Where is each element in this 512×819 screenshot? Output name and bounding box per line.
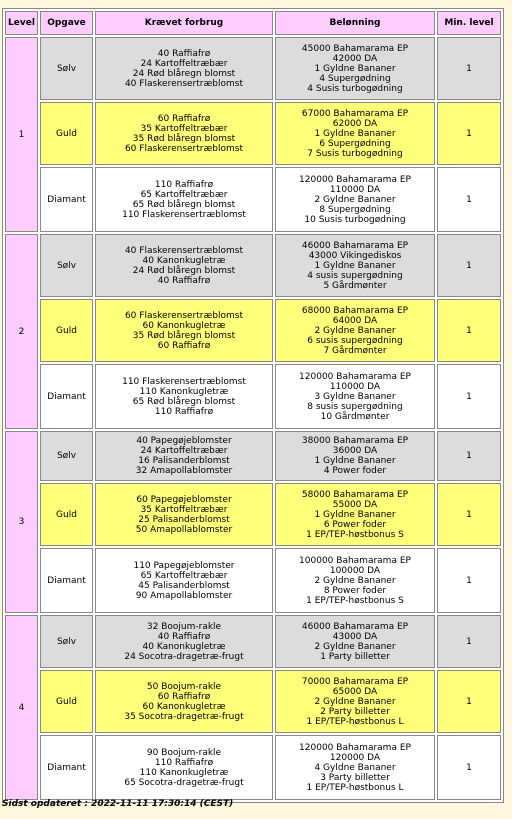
task-cell: Sølv	[40, 431, 93, 481]
reward-item: 110000 DA	[329, 381, 381, 392]
required-cell	[95, 234, 273, 297]
required-item: 60 Kanonkugletræ	[142, 320, 226, 331]
table-row	[5, 670, 501, 733]
required-item: 40 Kanonkugletræ	[142, 641, 226, 652]
min-level-cell: 1	[437, 548, 501, 613]
reward-item: 1 EP/TEP-høstbonus S	[306, 529, 404, 540]
reward-item: 8 Power foder	[323, 585, 387, 596]
header-task: Opgave	[40, 11, 93, 35]
table-row	[5, 615, 501, 668]
min-level-cell: 1	[437, 735, 501, 800]
reward-item: 110000 DA	[329, 184, 381, 195]
task-cell: Sølv	[40, 234, 93, 297]
min-level-cell: 1	[437, 167, 501, 232]
required-cell	[95, 102, 273, 165]
required-item: 60 Flaskerensertræblomst	[124, 310, 244, 321]
required-item: 40 Raffiafrø	[157, 275, 211, 286]
required-item: 40 Kanonkugletræ	[142, 255, 226, 266]
required-cell	[95, 735, 273, 800]
reward-item: 4 Susis turbogødning	[307, 83, 403, 94]
required-item: 24 Socotra-dragetræ-frugt	[124, 651, 244, 662]
reward-item: 62000 DA	[332, 118, 378, 129]
required-item: 60 Raffiafrø	[157, 691, 211, 702]
required-item: 35 Rød blåregn blomst	[132, 330, 236, 341]
task-cell: Diamant	[40, 548, 93, 613]
reward-item: 38000 Bahamarama EP	[301, 436, 409, 446]
reward-item: 2 Gyldne Bananer	[314, 575, 396, 586]
task-cell: Guld	[40, 670, 93, 733]
min-level-cell: 1	[437, 615, 501, 668]
required-item: 40 Papegøjeblomster	[136, 436, 232, 446]
task-cell: Guld	[40, 299, 93, 362]
reward-item: 68000 Bahamarama EP	[301, 305, 409, 316]
reward-item: 7 Susis turbogødning	[307, 148, 403, 159]
reward-item: 8 Supergødning	[319, 204, 391, 215]
reward-item: 65000 DA	[332, 686, 378, 697]
header-row	[5, 11, 501, 35]
required-cell	[95, 364, 273, 429]
required-item: 25 Palisanderblomst	[138, 514, 230, 525]
required-item: 60 Kanonkugletræ	[142, 701, 226, 712]
reward-item: 4 Power foder	[323, 466, 387, 476]
task-cell: Guld	[40, 102, 93, 165]
reward-item: 4 susis supergødning	[307, 270, 403, 281]
min-level-cell: 1	[437, 483, 501, 546]
required-item: 32 Boojum-rakle	[146, 621, 222, 632]
reward-item: 45000 Bahamarama EP	[301, 43, 409, 54]
reward-item: 5 Gårdmønter	[323, 280, 387, 291]
reward-item: 42000 DA	[332, 53, 378, 64]
required-item: 110 Flaskerensertræblomst	[122, 376, 246, 387]
required-item: 60 Raffiafrø	[157, 113, 211, 124]
required-cell	[95, 548, 273, 613]
reward-item: 70000 Bahamarama EP	[301, 676, 409, 687]
reward-item: 7 Gårdmønter	[323, 345, 387, 356]
reward-item: 3 Party billetter	[320, 772, 390, 783]
reward-item: 4 Supergødning	[319, 73, 391, 84]
reward-item: 10 Gårdmønter	[320, 411, 390, 422]
reward-item: 2 Gyldne Bananer	[314, 696, 396, 707]
reward-item: 10 Susis turbogødning	[304, 214, 406, 225]
required-item: 110 Raffiafrø	[154, 179, 214, 190]
required-item: 65 Kartoffeltræbær	[140, 189, 228, 200]
required-item: 35 Kartoffeltræbær	[140, 123, 228, 134]
required-item: 35 Kartoffeltræbær	[140, 504, 228, 515]
min-level-cell: 1	[437, 37, 501, 100]
required-item: 50 Amapollablomster	[135, 524, 233, 535]
required-item: 40 Raffiafrø	[157, 631, 211, 642]
required-item: 50 Boojum-rakle	[146, 681, 222, 692]
min-level-cell: 1	[437, 102, 501, 165]
reward-item: 43000 Vikingediskos	[308, 250, 402, 261]
reward-item: 120000 Bahamarama EP	[299, 174, 411, 185]
reward-item: 46000 Bahamarama EP	[301, 240, 409, 251]
required-item: 24 Kartoffeltræbær	[140, 446, 228, 456]
required-item: 65 Rød blåregn blomst	[132, 396, 236, 407]
level-cell: 4	[5, 615, 38, 800]
required-item: 110 Flaskerensertræblomst	[122, 209, 246, 220]
reward-item: 2 Party billetter	[320, 706, 390, 717]
table-row	[5, 548, 501, 613]
required-item: 24 Rød blåregn blomst	[132, 265, 236, 276]
required-item: 60 Raffiafrø	[157, 340, 211, 351]
min-level-cell: 1	[437, 670, 501, 733]
reward-item: 1 EP/TEP-høstbonus L	[306, 782, 404, 793]
reward-item: 4 Gyldne Bananer	[314, 762, 396, 773]
table-row	[5, 299, 501, 362]
table-row	[5, 431, 501, 481]
task-cell: Sølv	[40, 615, 93, 668]
required-item: 65 Socotra-dragetræ-frugt	[124, 777, 244, 788]
header-required: Krævet forbrug	[95, 11, 273, 35]
reward-item: 1 Gyldne Bananer	[314, 456, 396, 466]
reward-item: 1 Party billetter	[320, 651, 390, 662]
reward-item: 1 Gyldne Bananer	[314, 63, 396, 74]
required-item: 60 Papegøjeblomster	[136, 494, 232, 505]
required-item: 110 Kanonkugletræ	[139, 767, 229, 778]
reward-item: 6 Supergødning	[319, 138, 391, 149]
required-item: 40 Flaskerensertræblomst	[124, 78, 244, 89]
reward-item: 1 Gyldne Bananer	[314, 128, 396, 139]
reward-cell	[275, 670, 435, 733]
reward-item: 2 Gyldne Bananer	[314, 325, 396, 336]
last-updated: Sidst opdateret : 2022-11-11 17:30:14 (CEST)	[2, 799, 234, 809]
reward-item: 8 susis supergødning	[307, 401, 403, 412]
required-item: 40 Flaskerensertræblomst	[124, 245, 244, 256]
reward-item: 100000 Bahamarama EP	[299, 555, 411, 566]
min-level-cell: 1	[437, 364, 501, 429]
required-item: 65 Rød blåregn blomst	[132, 199, 236, 210]
reward-item: 1 EP/TEP-høstbonus L	[306, 716, 404, 727]
required-item: 35 Socotra-dragetræ-frugt	[124, 711, 244, 722]
reward-cell	[275, 37, 435, 100]
required-cell	[95, 615, 273, 668]
reward-item: 6 susis supergødning	[307, 335, 403, 346]
required-item: 16 Palisanderblomst	[138, 456, 230, 466]
table-row	[5, 167, 501, 232]
reward-item: 58000 Bahamarama EP	[301, 489, 409, 500]
required-cell	[95, 167, 273, 232]
reward-cell	[275, 735, 435, 800]
header-reward: Belønning	[275, 11, 435, 35]
required-item: 90 Boojum-rakle	[146, 747, 222, 758]
reward-item: 120000 DA	[329, 752, 381, 763]
reward-cell	[275, 483, 435, 546]
task-cell: Diamant	[40, 167, 93, 232]
required-item: 35 Rød blåregn blomst	[132, 133, 236, 144]
reward-item: 6 Power foder	[323, 519, 387, 530]
reward-item: 43000 DA	[332, 631, 378, 642]
min-level-cell: 1	[437, 299, 501, 362]
reward-item: 120000 Bahamarama EP	[299, 742, 411, 753]
min-level-cell: 1	[437, 431, 501, 481]
required-item: 110 Kanonkugletræ	[139, 386, 229, 397]
task-cell: Diamant	[40, 364, 93, 429]
task-cell: Diamant	[40, 735, 93, 800]
reward-item: 64000 DA	[332, 315, 378, 326]
required-item: 24 Rød blåregn blomst	[132, 68, 236, 79]
required-item: 110 Raffiafrø	[154, 406, 214, 417]
reward-cell	[275, 299, 435, 362]
required-item: 40 Raffiafrø	[157, 48, 211, 59]
required-item: 45 Palisanderblomst	[138, 580, 230, 591]
required-cell	[95, 483, 273, 546]
table-row	[5, 234, 501, 297]
reward-cell	[275, 548, 435, 613]
reward-item: 55000 DA	[332, 499, 378, 510]
task-cell: Guld	[40, 483, 93, 546]
level-cell: 2	[5, 234, 38, 429]
reward-cell	[275, 102, 435, 165]
required-item: 24 Kartoffeltræbær	[140, 58, 228, 69]
reward-item: 1 Gyldne Bananer	[314, 509, 396, 520]
reward-item: 46000 Bahamarama EP	[301, 621, 409, 632]
table-row	[5, 102, 501, 165]
required-cell	[95, 299, 273, 362]
table-body	[5, 37, 501, 800]
reward-item: 100000 DA	[329, 565, 381, 576]
header-level: Level	[5, 11, 38, 35]
required-item: 60 Flaskerensertræblomst	[124, 143, 244, 154]
rewards-table	[2, 8, 504, 803]
reward-item: 67000 Bahamarama EP	[301, 108, 409, 119]
reward-cell	[275, 431, 435, 481]
level-cell: 3	[5, 431, 38, 613]
required-item: 110 Papegøjeblomster	[133, 560, 235, 571]
reward-item: 3 Gyldne Bananer	[314, 391, 396, 402]
reward-item: 2 Gyldne Bananer	[314, 194, 396, 205]
reward-item: 120000 Bahamarama EP	[299, 371, 411, 382]
required-item: 65 Kartoffeltræbær	[140, 570, 228, 581]
reward-item: 2 Gyldne Bananer	[314, 641, 396, 652]
level-cell: 1	[5, 37, 38, 232]
required-cell	[95, 431, 273, 481]
table-row	[5, 735, 501, 800]
table-row	[5, 37, 501, 100]
header-min-level: Min. level	[437, 11, 501, 35]
reward-cell	[275, 615, 435, 668]
required-cell	[95, 670, 273, 733]
required-item: 110 Raffiafrø	[154, 757, 214, 768]
reward-cell	[275, 364, 435, 429]
table-row	[5, 364, 501, 429]
required-item: 32 Amapollablomster	[135, 466, 233, 476]
reward-item: 36000 DA	[332, 446, 378, 456]
required-cell	[95, 37, 273, 100]
reward-item: 1 Gyldne Bananer	[314, 260, 396, 271]
task-cell: Sølv	[40, 37, 93, 100]
min-level-cell: 1	[437, 234, 501, 297]
table-row	[5, 483, 501, 546]
reward-cell	[275, 167, 435, 232]
reward-item: 1 EP/TEP-høstbonus S	[306, 595, 404, 606]
reward-cell	[275, 234, 435, 297]
required-item: 90 Amapollablomster	[135, 590, 233, 601]
rewards-table-container	[2, 8, 504, 803]
